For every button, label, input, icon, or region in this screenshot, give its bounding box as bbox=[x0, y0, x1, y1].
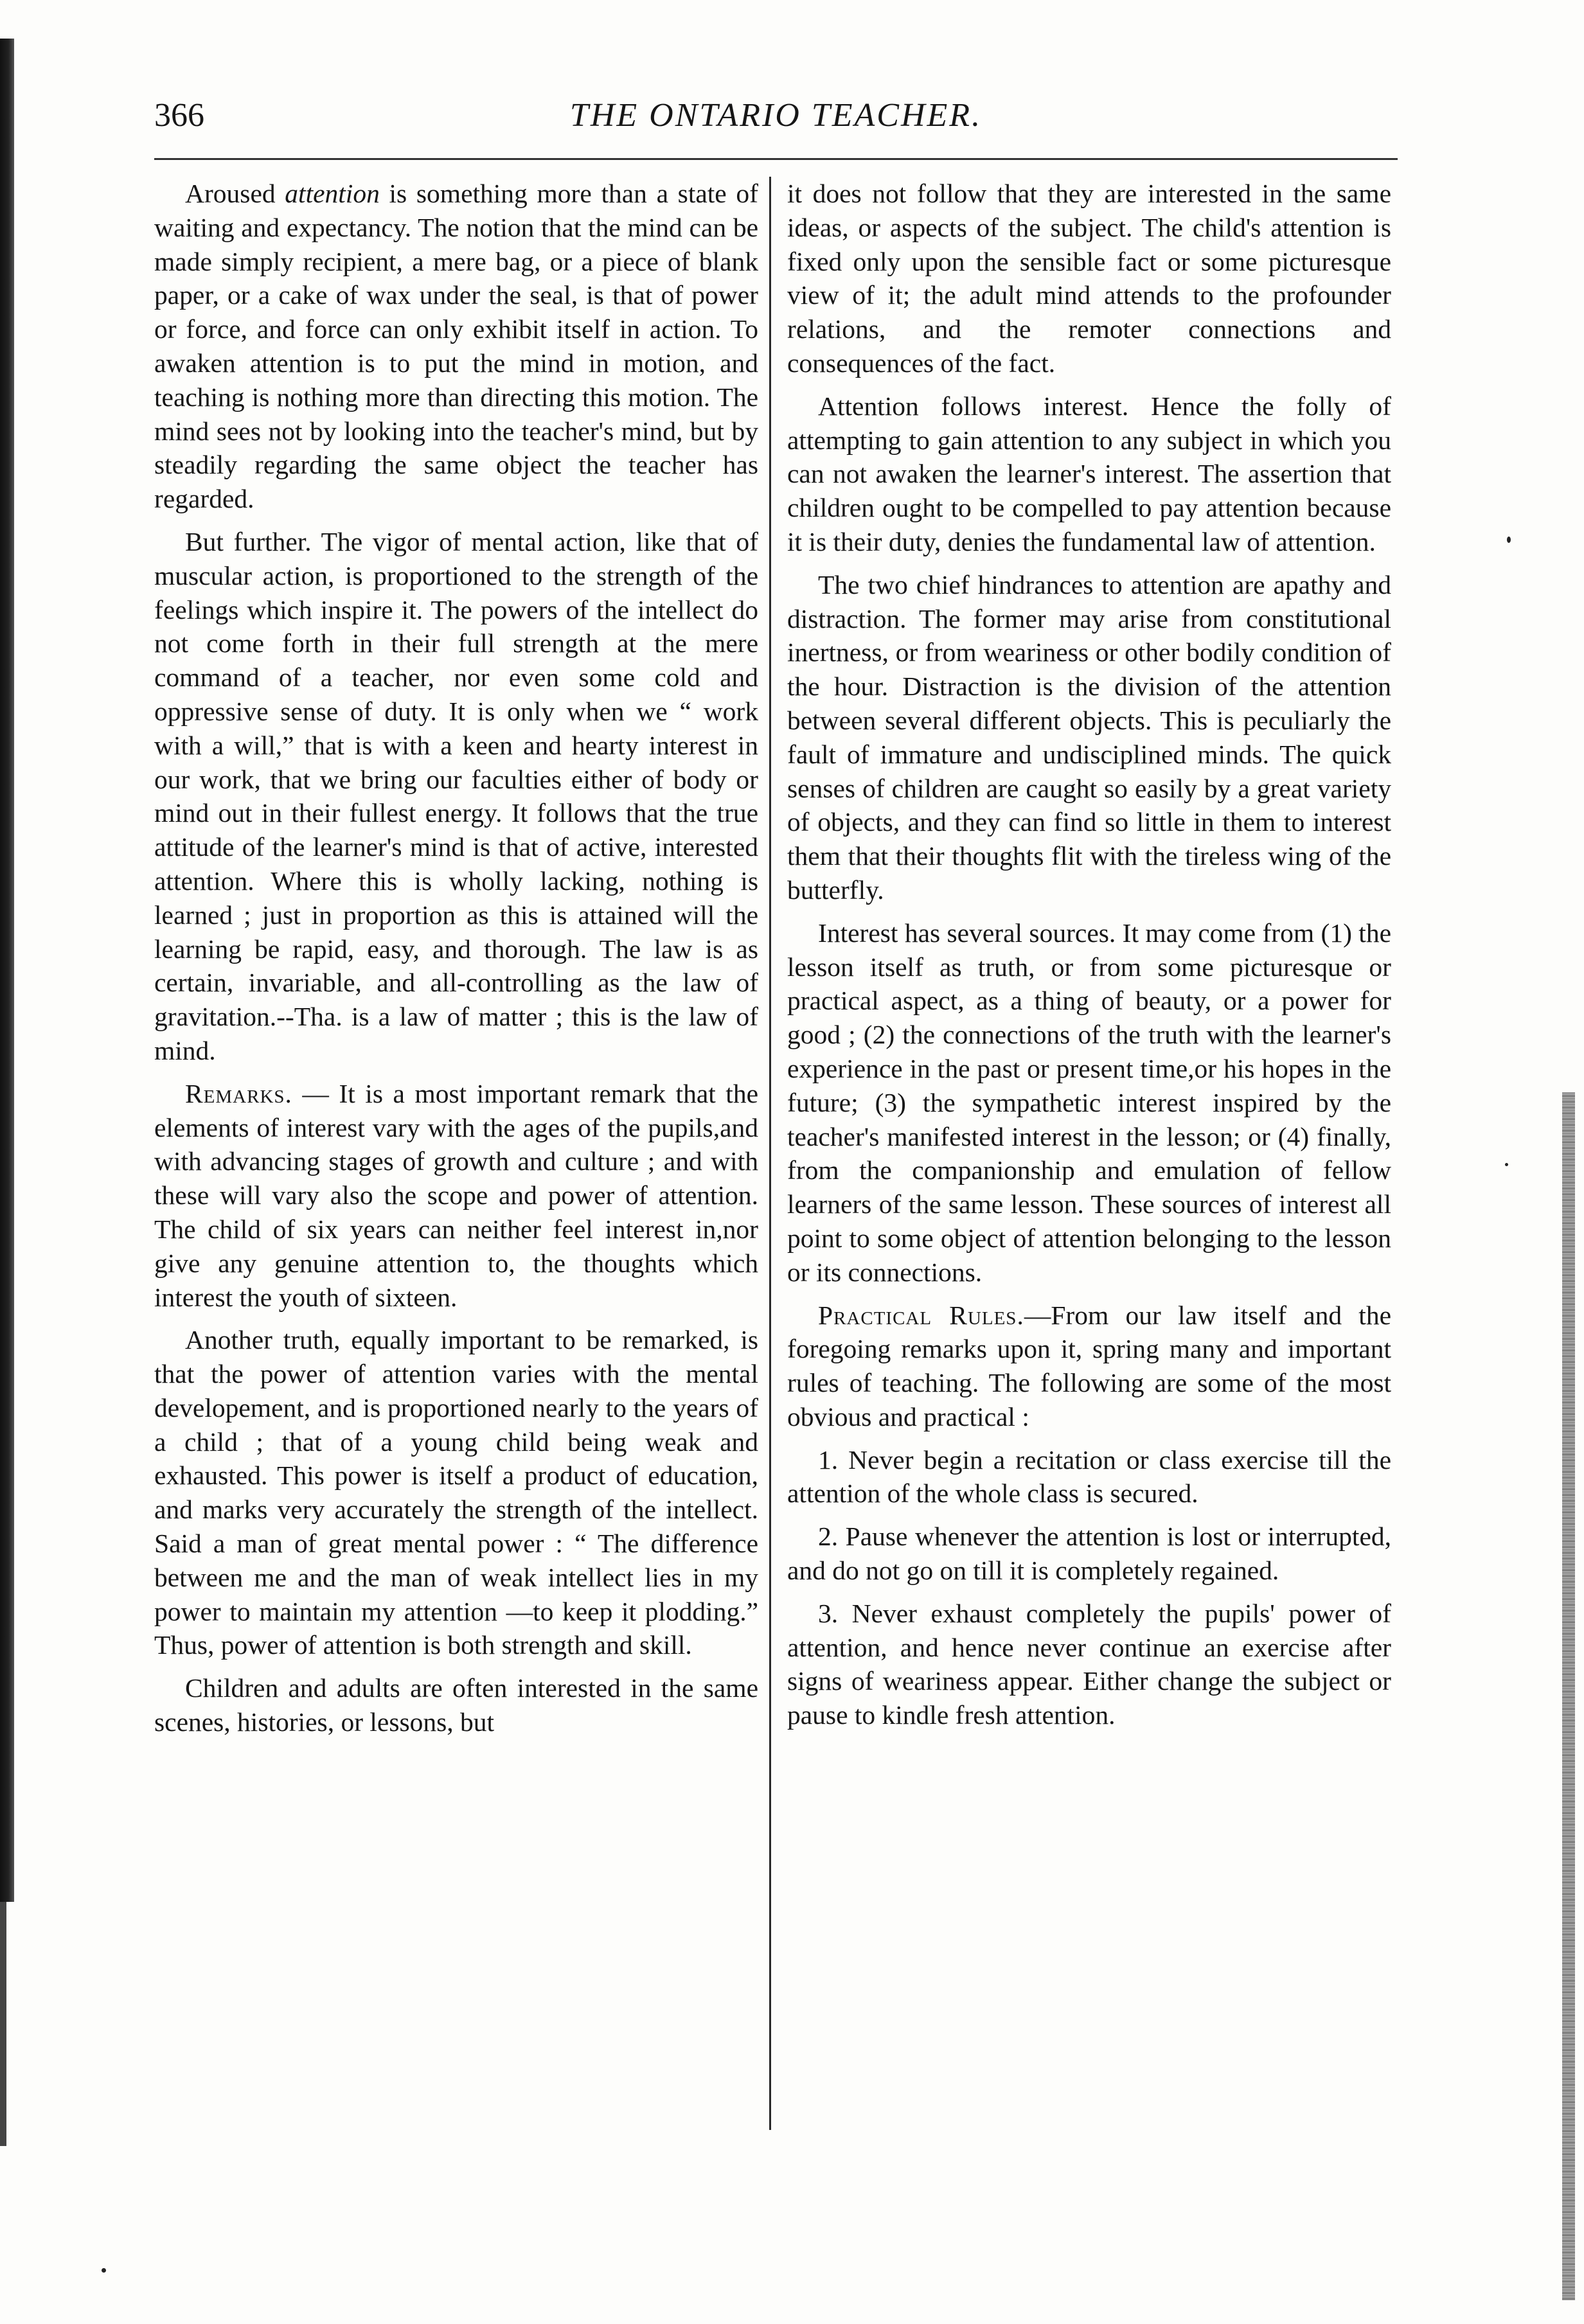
paragraph-children-adults: Children and adults are often interested in the same scenes, histories, or lessons, but bbox=[154, 1673, 758, 1737]
running-title: THE ONTARIO TEACHER. bbox=[569, 97, 983, 134]
text-run: —From our law itself and the foregoing remarks upon it, spring many and important rules of teaching. The following are some of the most obvious and practical : bbox=[787, 1300, 1391, 1432]
practical-rules-label: Practical Rules. bbox=[818, 1300, 1024, 1330]
emphasis: attention bbox=[285, 179, 380, 208]
header-rule bbox=[154, 158, 1398, 160]
paragraph-continuation: it does not follow that they are interested in the same ideas, or aspects of the subject. The child's attention is fixed only upon the sensible fact or some picturesque view of it; the adult mind attends to the profounder relations, and the remoter connections and consequences of the fact. bbox=[787, 179, 1391, 378]
left-column bbox=[154, 177, 758, 1748]
ink-speck bbox=[102, 2268, 106, 2273]
text-run: Aroused bbox=[185, 179, 285, 208]
paragraph-remarks bbox=[154, 1077, 758, 1315]
column-divider bbox=[769, 177, 771, 2130]
page-header bbox=[154, 96, 1398, 154]
right-column bbox=[787, 177, 1391, 1741]
paragraph-hindrances: The two chief hindrances to attention are apathy and distraction. The former may arise from constitutional inertness, or from weariness or other bodily condition of the hour. Distraction is the division of the attention between several different objects. This is peculiarly the fault of immature and undisciplined minds. The quick senses of children are caught so easily by a great variety of objects, and they can find so little in them to interest them that their thoughts flit with the tireless wing of the butterfly. bbox=[787, 569, 1391, 905]
rule-item: 3. Never exhaust completely the pupils' power of attention, and hence never continue an exercise after signs of weariness appear. Either change the subject or pause to kindle fresh attention. bbox=[787, 1598, 1391, 1730]
paragraph-attention-follows: Attention follows interest. Hence the folly of attempting to gain attention to any subject in which you can not awaken the learner's interest. The assertion that children ought to be compelled to pay attention because it is their duty, denies the fundamental law of attention. bbox=[787, 391, 1391, 556]
text-run: is something more than a state of waiting and expectancy. The notion that the mind can be made simply recipient, a mere bag, or a piece of blank paper, or a cake of wax under the seal, is that of power or force, and force can only exhibit itself in action. To awaken attention is to put the mind in motion, and teaching is nothing more than directing this motion. The mind sees not by looking into the teacher's mind, but by steadily regarding the same object the teacher has regarded. bbox=[154, 179, 758, 514]
binding-shadow bbox=[0, 39, 14, 1902]
ink-speck bbox=[1507, 537, 1511, 543]
paragraph-another-truth: Another truth, equally important to be remarked, is that the power of attention varies with the mental developement, and is proportioned nearly to the years of a child ; that of a young child being weak and exhausted. This power is itself a product of education, and marks very accurately the strength of the intellect. Said a man of great mental power : “ The difference between me and the man of weak intellect lies in my power to maintain my attention —to keep it plodding.” Thus, power of attention is both strength and skill. bbox=[154, 1325, 758, 1660]
paragraph-aroused-attention bbox=[154, 177, 758, 516]
rule-item: 1. Never begin a recitation or class exercise till the attention of the whole class is secured. bbox=[787, 1444, 1391, 1509]
rule-item: 2. Pause whenever the attention is lost or interrupted, and do not go on till it is completely regained. bbox=[787, 1521, 1391, 1586]
paragraph-practical-rules bbox=[787, 1299, 1391, 1434]
paragraph-vigor: But further. The vigor of mental action, like that of muscular action, is proportioned to the strength of the feelings which inspire it. The powers of the intellect do not come forth in their full strength at the mere command of a teacher, nor even some cold and oppressive sense of duty. It is only when we “ work with a will,” that is with a keen and hearty interest in our work, that we bring our faculties either of body or mind out in their fullest energy. It follows that the true attitude of the learner's mind is that of active, interested attention. Where this is wholly lacking, nothing is learned ; just in proportion as this is attained will the learning be rapid, easy, and thorough. The law is as certain, invariable, and all-controlling as the law of gravitation.--Tha. is a law of matter ; this is the law of mind. bbox=[154, 526, 758, 1065]
remarks-label: Remarks. bbox=[185, 1078, 292, 1108]
binding-shadow-lower bbox=[0, 1902, 6, 2146]
page-number: 366 bbox=[154, 97, 204, 134]
ink-speck bbox=[1505, 1163, 1508, 1166]
text-run: — It is a most important remark that the elements of interest vary with the ages of the pupils,and with advancing stages of growth and culture ; and with these will vary also the scope and power of attention. The child of six years can neither feel interest in,nor give any genuine attention to, the thoughts which interest the youth of sixteen. bbox=[154, 1078, 758, 1312]
page-edge-artifact bbox=[1562, 1092, 1575, 2300]
paragraph-sources: Interest has several sources. It may come from (1) the lesson itself as truth, or from some picturesque or practical aspect, as a thing of beauty, or a power for good ; (2) the connections of the truth with the learner's experience in the past or present time,or his hopes in the future; (3) the sympathetic interest inspired by the teacher's manifested interest in the lesson; or (4) finally, from the companionship and emulation of fellow learners of the same lesson. These sources of interest all point to some object of attention belonging to the lesson or its connections. bbox=[787, 918, 1391, 1287]
